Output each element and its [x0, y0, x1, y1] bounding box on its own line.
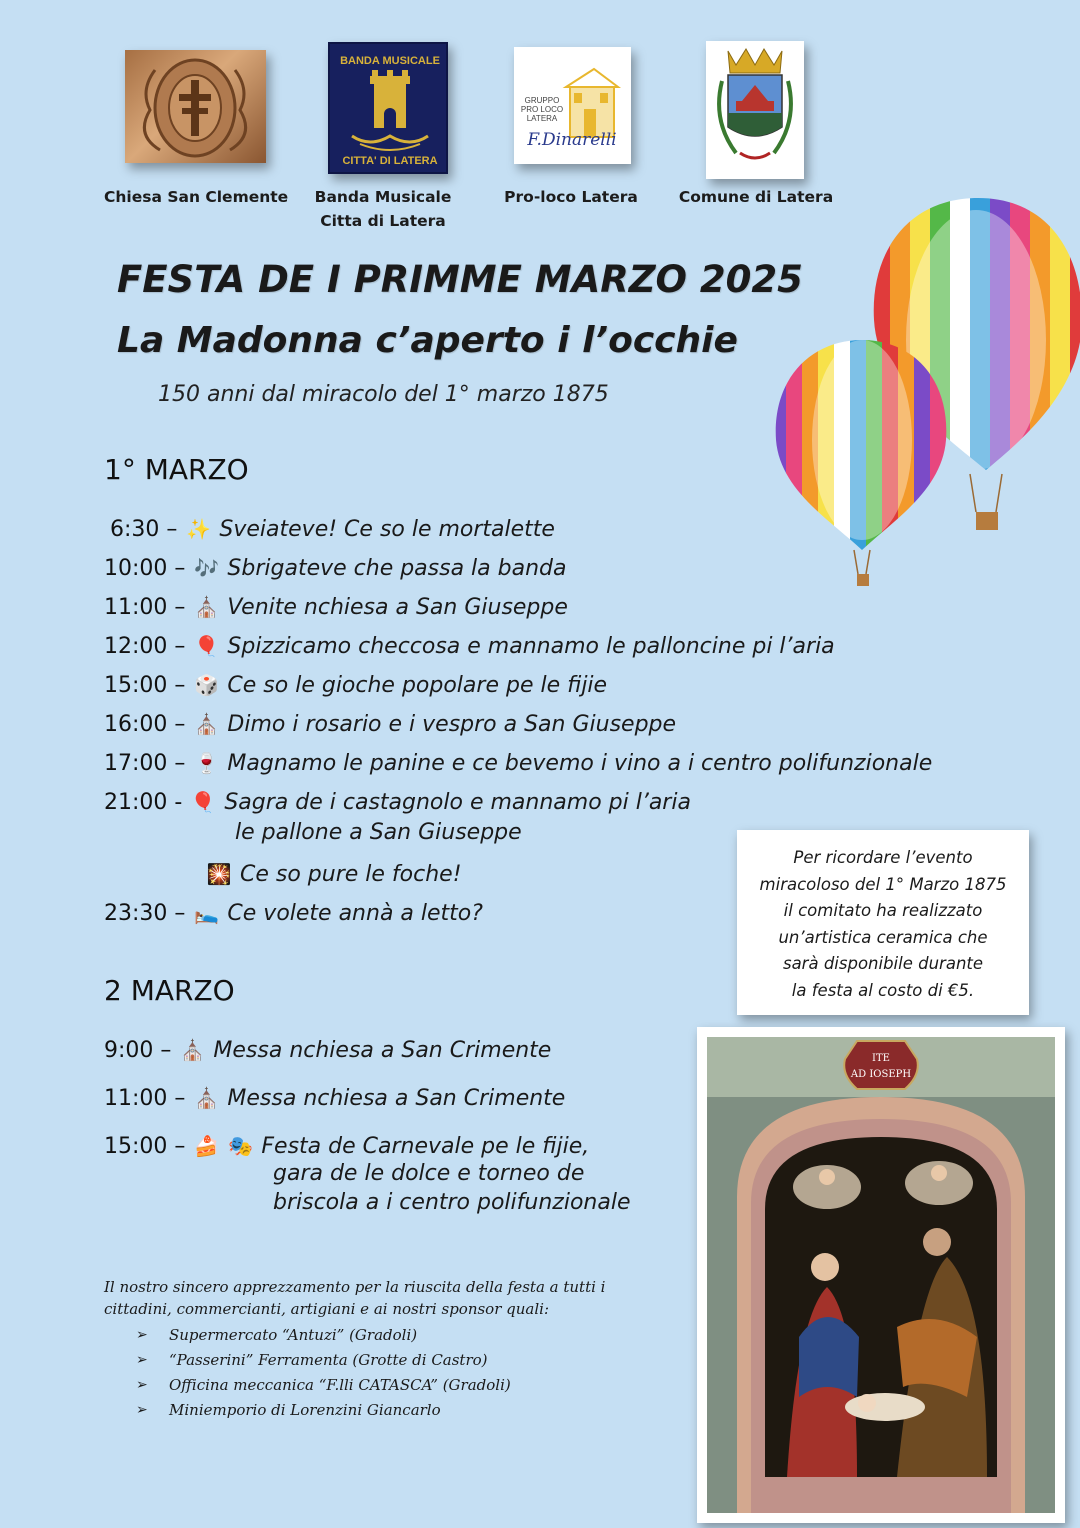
page-subtitle: 150 anni dal miracolo del 1° marzo 1875 — [158, 382, 609, 407]
event-text-continued: briscola a i centro polifunzionale — [273, 1190, 631, 1215]
music-notes-icon: 🎶 — [193, 556, 219, 580]
event-time: 21:00 - — [104, 789, 183, 815]
event-time: 11:00 – — [104, 594, 186, 620]
fireworks-icon: 🎇 — [206, 862, 232, 886]
event-row — [104, 707, 676, 741]
banda-logo-bottom-text: CITTA' DI LATERA — [342, 155, 438, 167]
event-row — [104, 896, 483, 930]
day2-heading: 2 MARZO — [104, 974, 235, 1007]
ceramic-note-line: Per ricordare l’evento — [793, 848, 973, 867]
proloco-text-2: PRO LOCO — [520, 105, 564, 114]
arrow-bullet-icon: ➢ — [136, 1326, 148, 1343]
sponsor-name: Officina meccanica “F.lli CATASCA” (Gradoli) — [169, 1375, 511, 1394]
event-time: 11:00 – — [104, 1085, 186, 1111]
church-icon: ⛪ — [193, 595, 219, 619]
sponsor-list — [136, 1322, 511, 1422]
event-text-continued: gara de le dolce e torneo de — [273, 1161, 585, 1186]
arrow-bullet-icon: ➢ — [136, 1351, 148, 1368]
event-time: 17:00 – — [104, 750, 186, 776]
proloco-text-3: LATERA — [526, 114, 558, 123]
event-row — [110, 512, 555, 546]
event-time: 23:30 – — [104, 900, 186, 926]
arrow-bullet-icon: ➢ — [136, 1376, 148, 1393]
event-text: Spizzicamo checcosa e mannamo le palloncine pi l’aria — [227, 633, 835, 659]
comune-di-latera-logo — [706, 41, 804, 179]
ceramic-note-line: miracoloso del 1° Marzo 1875 — [759, 874, 1007, 894]
event-text: Ce so le gioche popolare pe le fijie — [227, 672, 608, 698]
ceramic-note-line: un’artistica ceramica che — [778, 927, 988, 947]
day1-heading: 1° MARZO — [104, 453, 249, 486]
event-text: Magnamo le panine e ce bevemo i vino a i centro polifunzionale — [227, 750, 933, 776]
church-icon: ⛪ — [179, 1038, 205, 1062]
event-text: Festa de Carnevale pe le fijie, — [261, 1133, 590, 1159]
hot-air-balloons-illustration — [770, 190, 1080, 590]
theater-masks-icon: 🎭 — [227, 1134, 253, 1158]
sponsor-name: “Passerini” Ferramenta (Grotte di Castro) — [169, 1350, 488, 1369]
dice-icon: 🎲 — [193, 673, 219, 697]
event-row — [104, 629, 835, 663]
event-text: Ce volete annà a letto? — [227, 900, 483, 926]
event-text: Dimo i rosario e i vespro a San Giuseppe — [227, 711, 677, 737]
ceramic-note-line: sarà disponibile durante — [782, 954, 984, 974]
logo-caption-comune: Comune di Latera — [678, 188, 834, 206]
event-time: 6:30 – — [110, 516, 178, 542]
page-title-2: La Madonna c’aperto i l’occhie — [117, 320, 738, 361]
event-time: 10:00 – — [104, 555, 186, 581]
event-row — [104, 1081, 565, 1115]
event-text: Messa nchiesa a San Crimente — [213, 1037, 552, 1063]
logo-caption-proloco: Pro-loco Latera — [504, 188, 638, 206]
banda-musicale-logo — [328, 42, 448, 174]
event-text: Sagra de i castagnolo e mannamo pi l’aria — [224, 789, 691, 815]
event-row — [104, 785, 691, 819]
painting-inscription-1: ITE — [872, 1053, 890, 1064]
page-title: FESTA DE I PRIMME MARZO 2025 — [117, 258, 803, 301]
sponsor-name: Supermercato “Antuzi” (Gradoli) — [169, 1325, 418, 1344]
ceramic-note-line: la festa al costo di €5. — [791, 980, 975, 1000]
painting-inscription-2: AD IOSEPH — [850, 1069, 912, 1080]
list-item — [136, 1397, 511, 1422]
event-time: 16:00 – — [104, 711, 186, 737]
event-text: Messa nchiesa a San Crimente — [227, 1085, 566, 1111]
chiesa-san-clemente-logo — [125, 50, 266, 163]
church-icon: ⛪ — [193, 1086, 219, 1110]
proloco-text-1: GRUPPO — [524, 96, 560, 105]
event-row — [104, 551, 566, 585]
event-text-continued: le pallone a San Giuseppe — [235, 820, 522, 845]
nativity-painting — [697, 1027, 1065, 1523]
event-text: Venite nchiesa a San Giuseppe — [227, 594, 568, 620]
ceramic-note-line: il comitato ha realizzato — [783, 901, 983, 921]
wine-glass-icon: 🍷 — [193, 751, 219, 775]
event-row — [104, 668, 607, 702]
cake-icon: 🍰 — [193, 1134, 219, 1158]
event-text: Sveiateve! Ce so le mortalette — [219, 516, 555, 542]
bed-icon: 🛌 — [193, 901, 219, 925]
list-item — [136, 1372, 511, 1397]
event-text: Ce so pure le foche! — [240, 861, 462, 887]
event-row — [198, 857, 462, 891]
arrow-bullet-icon: ➢ — [136, 1401, 148, 1418]
sparkles-icon: ✨ — [185, 517, 211, 541]
event-row — [104, 746, 932, 780]
event-row — [104, 590, 568, 624]
church-icon: ⛪ — [193, 712, 219, 736]
event-time: 12:00 – — [104, 633, 186, 659]
event-row — [104, 1129, 589, 1163]
balloon-icon: 🎈 — [190, 790, 216, 814]
balloon-icon: 🎈 — [193, 634, 219, 658]
logo-caption-banda: Banda Musicale Citta di Latera — [314, 188, 452, 230]
event-time: 15:00 – — [104, 672, 186, 698]
list-item — [136, 1322, 511, 1347]
event-row — [104, 1033, 551, 1067]
sponsor-name: Miniemporio di Lorenzini Giancarlo — [169, 1400, 441, 1419]
event-time: 15:00 – — [104, 1133, 186, 1159]
thanks-text: Il nostro sincero apprezzamento per la riuscita della festa a tutti i cittadini, commercianti, artigiani e ai nostri sponsor quali: — [104, 1278, 606, 1318]
pro-loco-logo — [514, 47, 631, 164]
proloco-signature: F.Dinarelli — [527, 130, 617, 150]
logo-caption-chiesa: Chiesa San Clemente — [104, 188, 289, 206]
list-item — [136, 1347, 511, 1372]
event-time: 9:00 – — [104, 1037, 172, 1063]
event-text: Sbrigateve che passa la banda — [227, 555, 567, 581]
banda-logo-top-text: BANDA MUSICALE — [340, 55, 440, 67]
ceramic-note-box — [737, 830, 1029, 1015]
